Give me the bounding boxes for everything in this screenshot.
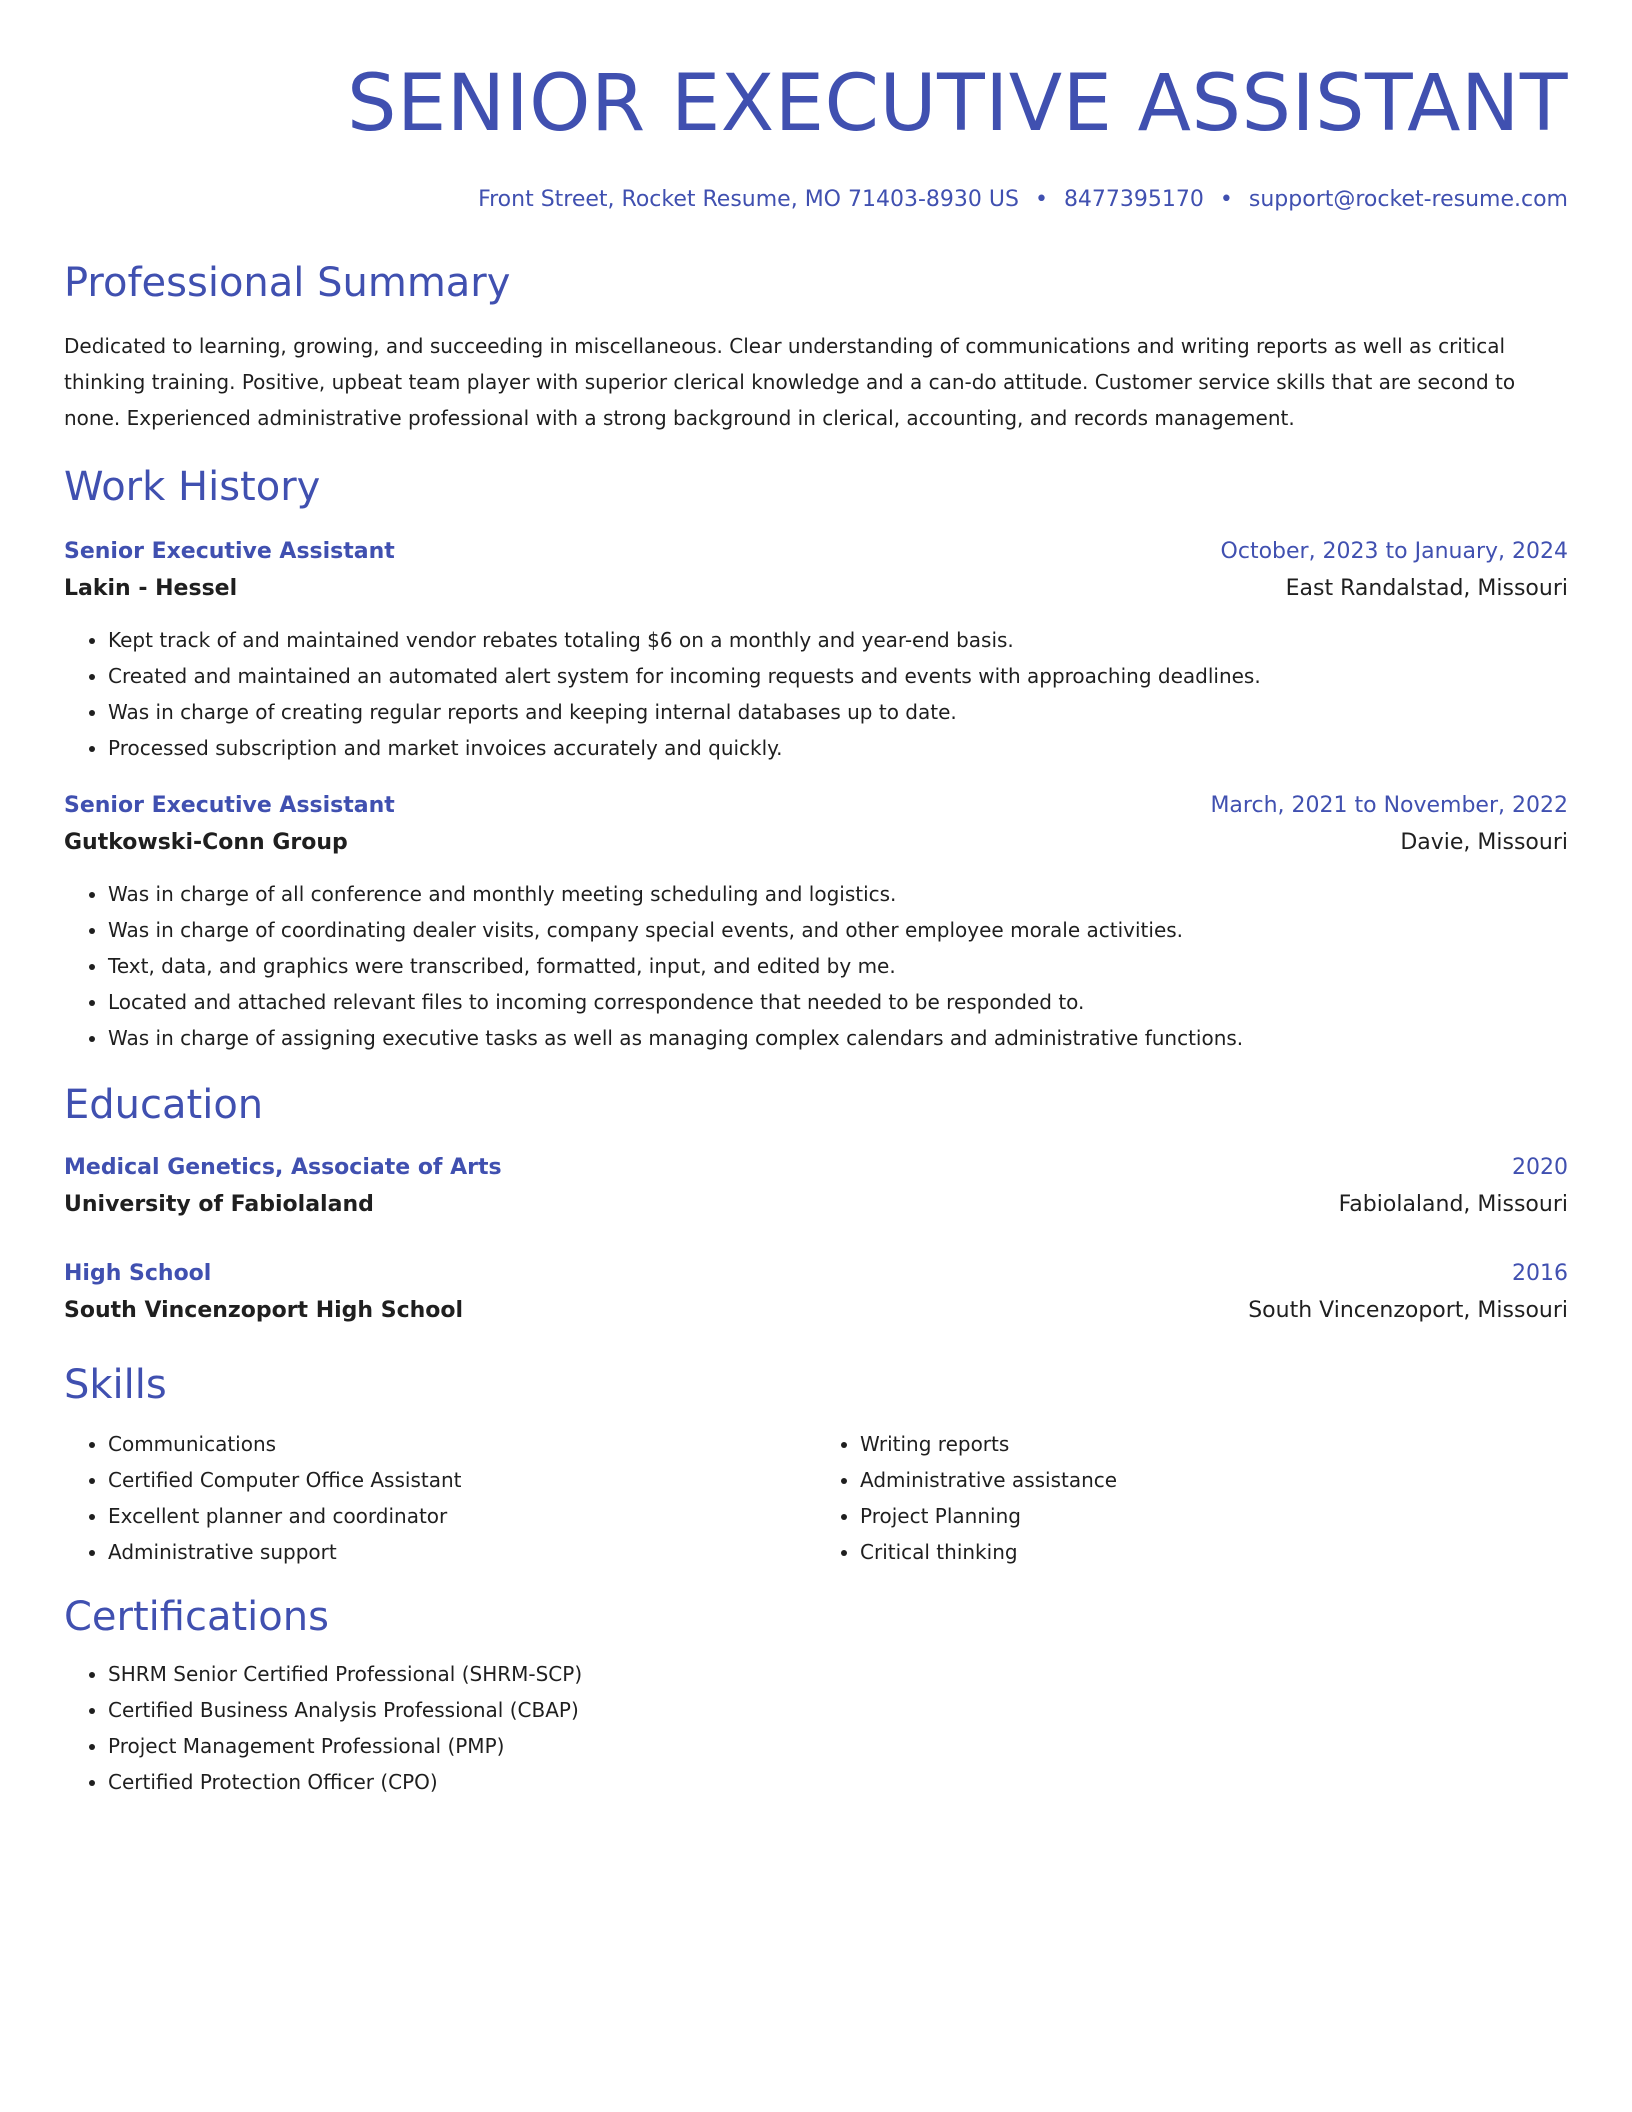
job-company-row: [64, 570, 1568, 608]
job-bullet: • Was in charge of coordinating dealer visits, company special events, and other employee morale activities.: [108, 912, 1568, 948]
summary-text: Dedicated to learning, growing, and succeeding in miscellaneous. Clear understanding of communications and writing reports as well as critical thinking training. Positive, upbeat team player with superior clerical knowledge and a can-do attitude. Customer service skills that are second to none. Experienced administrative professional with a strong background in clerical, accounting, and records management.: [64, 334, 1516, 430]
contact-separator: •: [1034, 187, 1048, 212]
education-school: South Vincenzoport High School: [64, 1298, 464, 1323]
job-location: East Randalstad, Missouri: [1285, 576, 1568, 601]
job-entry: [64, 534, 1568, 766]
education-school-row: [64, 1292, 1568, 1330]
contact-separator: •: [1219, 187, 1233, 212]
certifications-heading: Certifications: [64, 1594, 329, 1640]
education-school-row: [64, 1186, 1568, 1224]
job-bullets: [64, 622, 1568, 766]
job-entry: [64, 788, 1568, 1056]
education-degree-row: [64, 1150, 1568, 1186]
skills-columns: [64, 1426, 1568, 1570]
job-position: Senior Executive Assistant: [64, 539, 395, 564]
skills-list-right: [816, 1426, 1568, 1570]
education-degree: Medical Genetics, Associate of Arts: [64, 1155, 502, 1180]
job-location: Davie, Missouri: [1400, 830, 1568, 855]
certification-item: • SHRM Senior Certified Professional (SHRM-SCP): [108, 1656, 1568, 1692]
skill-item: • Communications: [108, 1426, 816, 1462]
certification-item: • Certified Protection Officer (CPO): [108, 1764, 1568, 1800]
education-location: South Vincenzoport, Missouri: [1248, 1298, 1568, 1323]
job-bullet: • Kept track of and maintained vendor rebates totaling $6 on a monthly and year-end basis.: [108, 622, 1568, 658]
job-company-row: [64, 824, 1568, 862]
job-title-row: [64, 788, 1568, 824]
job-company: Lakin - Hessel: [64, 576, 238, 601]
job-bullet: • Processed subscription and market invoices accurately and quickly.: [108, 730, 1568, 766]
skill-item: • Project Planning: [860, 1498, 1568, 1534]
job-bullet: • Was in charge of all conference and monthly meeting scheduling and logistics.: [108, 876, 1568, 912]
resume-header: [64, 58, 1568, 214]
job-company: Gutkowski-Conn Group: [64, 830, 348, 855]
education-year: 2020: [1512, 1155, 1568, 1180]
job-dates: October, 2023 to January, 2024: [1220, 539, 1568, 564]
contact-line: [64, 186, 1568, 214]
education-entry: [64, 1256, 1568, 1330]
education-location: Fabiolaland, Missouri: [1338, 1192, 1568, 1217]
job-bullets: [64, 876, 1568, 1056]
work-history-heading: Work History: [64, 464, 321, 510]
summary-heading: Professional Summary: [64, 260, 511, 306]
job-position: Senior Executive Assistant: [64, 793, 395, 818]
contact-phone: 8477395170: [1063, 187, 1204, 212]
skill-item: • Administrative support: [108, 1534, 816, 1570]
job-dates: March, 2021 to November, 2022: [1210, 793, 1568, 818]
skill-item: • Administrative assistance: [860, 1462, 1568, 1498]
certification-item: • Project Management Professional (PMP): [108, 1728, 1568, 1764]
resume-name: SENIOR EXECUTIVE ASSISTANT: [346, 59, 1568, 149]
job-bullet: • Created and maintained an automated alert system for incoming requests and events with approaching deadlines.: [108, 658, 1568, 694]
certifications-list: [64, 1656, 1568, 1800]
skill-item: • Critical thinking: [860, 1534, 1568, 1570]
skills-heading: Skills: [64, 1362, 167, 1408]
contact-email: support@rocket-resume.com: [1248, 187, 1568, 212]
skills-list-left: [64, 1426, 816, 1570]
certification-item: • Certified Business Analysis Professional (CBAP): [108, 1692, 1568, 1728]
skill-item: • Excellent planner and coordinator: [108, 1498, 816, 1534]
education-degree-row: [64, 1256, 1568, 1292]
education-degree: High School: [64, 1261, 212, 1286]
education-entry: [64, 1150, 1568, 1224]
job-bullet: • Text, data, and graphics were transcribed, formatted, input, and edited by me.: [108, 948, 1568, 984]
education-school: University of Fabiolaland: [64, 1192, 374, 1217]
skill-item: • Certified Computer Office Assistant: [108, 1462, 816, 1498]
education-heading: Education: [64, 1082, 264, 1128]
education-year: 2016: [1512, 1261, 1568, 1286]
job-bullet: • Located and attached relevant files to incoming correspondence that needed to be responded to.: [108, 984, 1568, 1020]
job-title-row: [64, 534, 1568, 570]
skill-item: • Writing reports: [860, 1426, 1568, 1462]
job-bullet: • Was in charge of assigning executive tasks as well as managing complex calendars and administrative functions.: [108, 1020, 1568, 1056]
contact-address: Front Street, Rocket Resume, MO 71403-8930 US: [478, 187, 1019, 212]
job-bullet: • Was in charge of creating regular reports and keeping internal databases up to date.: [108, 694, 1568, 730]
